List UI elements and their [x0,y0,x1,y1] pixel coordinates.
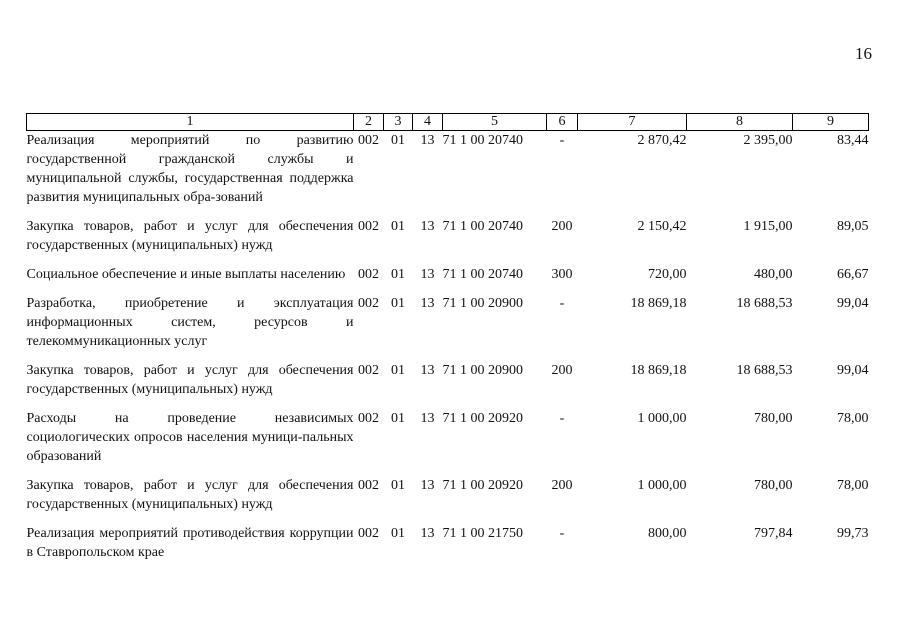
target-article-cell: 71 1 00 21750 [442,526,523,541]
ministry-code-cell: 002 [358,296,379,311]
subsection-code-cell: 13 [420,478,435,493]
ministry-code-cell: 002 [358,133,379,148]
target-article-cell: 71 1 00 20920 [442,411,523,426]
table-row [27,217,869,265]
table-row [27,131,869,218]
percent-cell: 99,73 [837,526,869,541]
section-code-cell: 01 [391,526,405,541]
column-header: 5 [443,114,547,131]
section-code-cell: 01 [391,219,405,234]
planned-amount-cell: 1 000,00 [637,411,687,426]
target-article-cell: 71 1 00 20740 [442,219,523,234]
item-name-cell: Закупка товаров, работ и услуг для обеспечения государственных (муниципальных) нужд [26,478,354,512]
section-code-cell: 01 [391,296,405,311]
actual-amount-cell: 18 688,53 [736,363,793,378]
column-header: 3 [384,114,413,131]
planned-amount-cell: 18 869,18 [630,363,687,378]
planned-amount-cell: 1 000,00 [637,478,687,493]
actual-amount-cell: 797,84 [754,526,793,541]
expense-type-cell: - [559,133,565,148]
ministry-code-cell: 002 [358,363,379,378]
table-row [27,294,869,361]
actual-amount-cell: 1 915,00 [743,219,793,234]
ministry-code-cell: 002 [358,411,379,426]
column-header: 6 [547,114,578,131]
percent-cell: 99,04 [837,296,869,311]
planned-amount-cell: 18 869,18 [630,296,687,311]
subsection-code-cell: 13 [420,219,435,234]
section-code-cell: 01 [391,133,405,148]
page-number: 16 [855,44,872,63]
column-header: 1 [27,114,354,131]
expense-type-cell: 200 [551,219,573,234]
percent-cell: 99,04 [837,363,869,378]
percent-cell: 78,00 [837,478,869,493]
percent-cell: 89,05 [837,219,869,234]
target-article-cell: 71 1 00 20920 [442,478,523,493]
expense-type-cell: 200 [551,478,573,493]
item-name-cell: Закупка товаров, работ и услуг для обеспечения государственных (муниципальных) нужд [26,219,354,253]
ministry-code-cell: 002 [358,526,379,541]
target-article-cell: 71 1 00 20900 [442,363,523,378]
item-name-cell: Разработка, приобретение и эксплуатация информационных систем, ресурсов и телекоммуникационных услуг [26,296,354,349]
planned-amount-cell: 720,00 [648,267,687,282]
table-row [27,361,869,409]
expense-type-cell: 300 [551,267,573,282]
section-code-cell: 01 [391,267,405,282]
table-body [27,131,869,573]
item-name-cell: Реализация мероприятий по развитию государственной гражданской службы и муниципальной службы, государственная поддержка развития муниципальных обра-зований [26,133,354,205]
subsection-code-cell: 13 [420,296,435,311]
percent-cell: 78,00 [837,411,869,426]
subsection-code-cell: 13 [420,526,435,541]
actual-amount-cell: 18 688,53 [736,296,793,311]
actual-amount-cell: 2 395,00 [743,133,793,148]
expense-type-cell: - [559,411,565,426]
column-header: 4 [413,114,443,131]
planned-amount-cell: 800,00 [648,526,687,541]
percent-cell: 66,67 [837,267,869,282]
subsection-code-cell: 13 [420,133,435,148]
item-name-cell: Социальное обеспечение и иные выплаты населению [26,267,346,282]
column-header: 8 [687,114,793,131]
column-header: 2 [354,114,384,131]
subsection-code-cell: 13 [420,411,435,426]
ministry-code-cell: 002 [358,267,379,282]
item-name-cell: Закупка товаров, работ и услуг для обеспечения государственных (муниципальных) нужд [26,363,354,397]
column-header: 7 [578,114,687,131]
table-header-row [27,114,869,131]
actual-amount-cell: 780,00 [754,411,793,426]
target-article-cell: 71 1 00 20900 [442,296,523,311]
target-article-cell: 71 1 00 20740 [442,133,523,148]
target-article-cell: 71 1 00 20740 [442,267,523,282]
expense-type-cell: - [559,296,565,311]
expense-type-cell: 200 [551,363,573,378]
actual-amount-cell: 780,00 [754,478,793,493]
column-header: 9 [793,114,869,131]
item-name-cell: Реализация мероприятий противодействия коррупции в Ставропольском крае [26,526,354,560]
planned-amount-cell: 2 150,42 [637,219,687,234]
subsection-code-cell: 13 [420,267,435,282]
percent-cell: 83,44 [837,133,869,148]
planned-amount-cell: 2 870,42 [637,133,687,148]
table-row [27,476,869,524]
table-row [27,524,869,572]
table-row [27,409,869,476]
item-name-cell: Расходы на проведение независимых социологических опросов населения муници-пальных образований [26,411,354,464]
budget-table [26,113,869,572]
ministry-code-cell: 002 [358,478,379,493]
expense-type-cell: - [559,526,565,541]
table-row [27,265,869,294]
ministry-code-cell: 002 [358,219,379,234]
section-code-cell: 01 [391,411,405,426]
actual-amount-cell: 480,00 [754,267,793,282]
section-code-cell: 01 [391,478,405,493]
section-code-cell: 01 [391,363,405,378]
subsection-code-cell: 13 [420,363,435,378]
